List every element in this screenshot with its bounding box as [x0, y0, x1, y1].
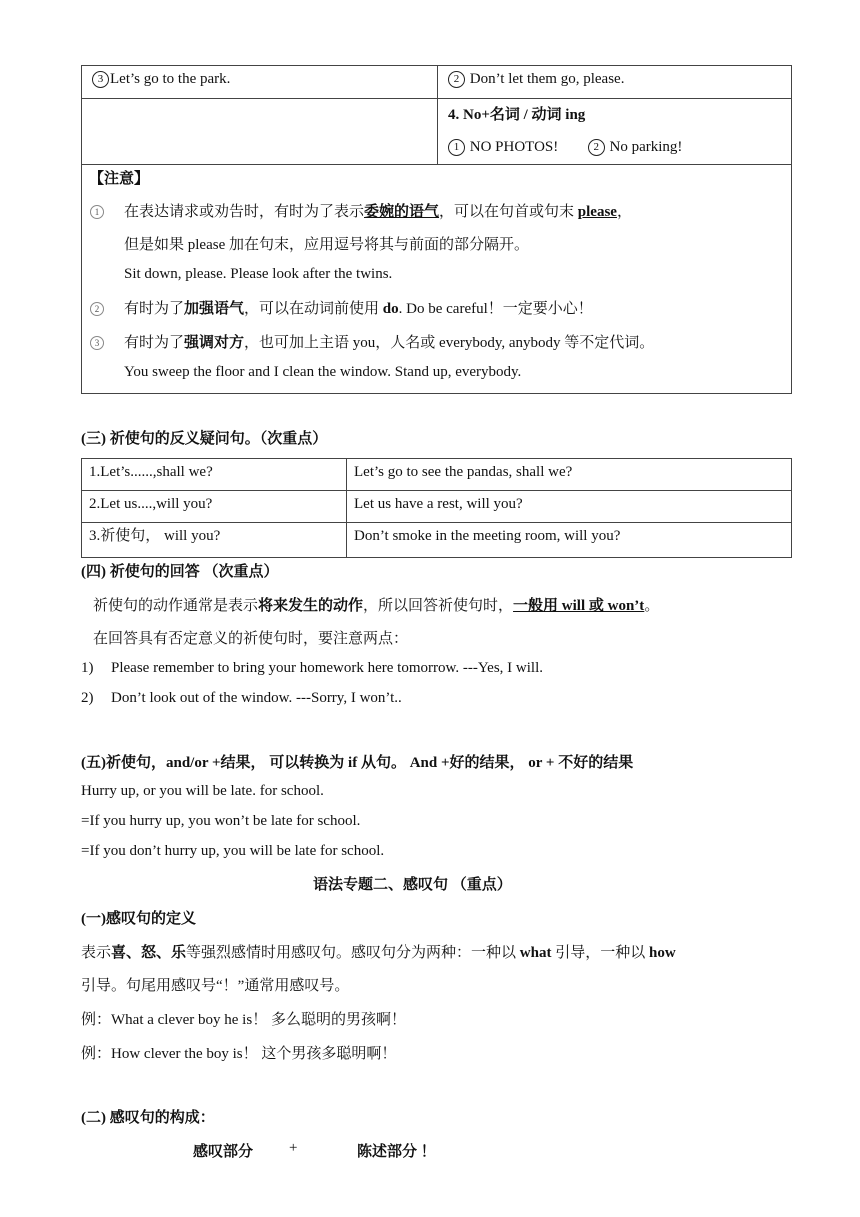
example-line: 例：How clever the boy is！ 这个男孩多聪明啊！ — [81, 1046, 397, 1062]
example-line: Hurry up, or you will be late. for school. — [81, 783, 324, 799]
section-title: (五)祈使句，and/or +结果， 可以转换为 if 从句。 And +好的结果， or + 不好的结果 — [81, 755, 634, 771]
example-text: No parking! — [609, 139, 683, 155]
structure-plus: + — [289, 1140, 298, 1156]
list-number: 2) — [81, 690, 94, 706]
circled-number: 3 — [92, 71, 109, 88]
note-line: 但是如果 please 加在句末，应用逗号将其与前面的部分隔开。 — [124, 237, 529, 253]
circled-number: 1 — [448, 139, 465, 156]
pattern-cell: 1.Let’s......,shall we? — [82, 459, 347, 491]
note-title: 【注意】 — [89, 171, 150, 187]
table-cell — [82, 66, 438, 99]
note-example: You sweep the floor and I clean the window. Stand up, everybody. — [124, 364, 522, 380]
pattern-title: 4. No+名词 / 动词 ing — [448, 107, 586, 123]
list-item: Don’t look out of the window. ---Sorry, I won’t.. — [111, 690, 402, 706]
example-line — [448, 131, 781, 163]
note-number: 2 — [90, 302, 104, 316]
section-title: (二) 感叹句的构成： — [81, 1110, 215, 1126]
paragraph: 祈使句的动作通常是表示将来发生的动作，所以回答祈使句时，一般用 will 或 won’t。 — [93, 598, 660, 614]
paragraph: 引导。句尾用感叹号“！”通常用感叹号。 — [81, 978, 350, 994]
example-line: 例：What a clever boy he is！ 多么聪明的男孩啊！ — [81, 1012, 406, 1028]
pattern-cell: 2.Let us....,will you? — [82, 491, 347, 523]
example-line: =If you don’t hurry up, you will be late for school. — [81, 843, 385, 859]
list-item: Please remember to bring your homework here tomorrow. ---Yes, I will. — [111, 660, 543, 676]
example-cell: Let’s go to see the pandas, shall we? — [347, 459, 792, 491]
note-example: Sit down, please. Please look after the twins. — [124, 266, 393, 282]
paragraph: 表示喜、怒、乐等强烈感情时用感叹句。感叹句分为两种：一种以 what 引导，一种以 how — [81, 945, 676, 961]
pattern-cell: 3.祈使句， will you? — [82, 523, 347, 558]
example-cell: Let us have a rest, will you? — [347, 491, 792, 523]
tag-question-table — [81, 458, 792, 558]
note-line: 有时为了加强语气，可以在动词前使用 do. Do be careful！一定要小心！ — [124, 301, 593, 317]
cell-text: Let’s go to the park. — [110, 71, 231, 87]
section-title: (一)感叹句的定义 — [81, 911, 196, 927]
list-number: 1) — [81, 660, 94, 676]
table-cell — [438, 66, 792, 99]
cell-text: Don’t let them go, please. — [469, 71, 625, 87]
circled-number: 2 — [588, 139, 605, 156]
section-title: (三) 祈使句的反义疑问句。（次重点） — [81, 431, 328, 447]
example-text: NO PHOTOS! — [469, 139, 559, 155]
table-cell — [438, 99, 792, 165]
table-cell — [82, 99, 438, 165]
example-line: =If you hurry up, you won’t be late for school. — [81, 813, 361, 829]
note-number: 3 — [90, 336, 104, 350]
topic-heading: 语法专题二、感叹句 （重点） — [313, 877, 512, 893]
paragraph: 在回答具有否定意义的祈使句时，要注意两点： — [93, 631, 409, 647]
sentence-pattern-table — [81, 65, 792, 165]
section-title: (四) 祈使句的回答 （次重点） — [81, 564, 279, 580]
example-cell: Don’t smoke in the meeting room, will you? — [347, 523, 792, 558]
circled-number: 2 — [448, 71, 465, 88]
note-line: 有时为了强调对方，也可加上主语 you，人名或 everybody, anybody 等不定代词。 — [124, 335, 655, 351]
structure-part: 陈述部分 ！ — [357, 1144, 436, 1160]
structure-part: 感叹部分 — [193, 1144, 254, 1160]
note-number: 1 — [90, 205, 104, 219]
note-line: 在表达请求或劝告时，有时为了表示委婉的语气，可以在句首或句末 please， — [124, 204, 632, 220]
